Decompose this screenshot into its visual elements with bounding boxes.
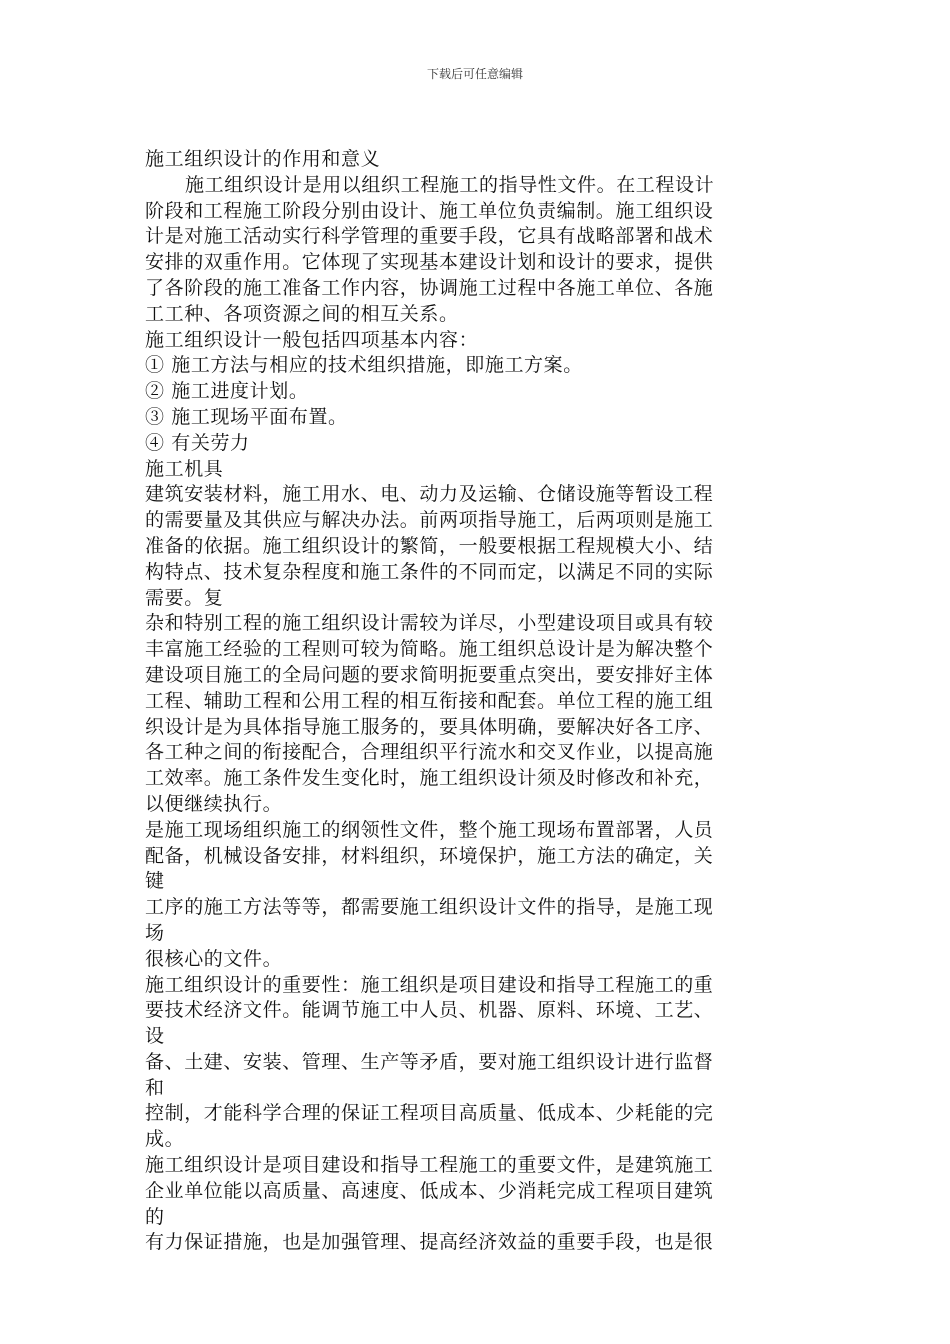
paragraph-line: 丰富施工经验的工程则可较为简略。施工组织总设计是为解决整个	[145, 638, 714, 661]
paragraph-line: 的	[145, 1205, 165, 1228]
document-body	[145, 147, 810, 1256]
paragraph-line: 和	[145, 1076, 165, 1099]
paragraph-line: 构特点、技术复杂程度和施工条件的不同而定，以满足不同的实际	[145, 560, 714, 583]
list-item: ③ 施工现场平面布置。	[145, 405, 348, 428]
paragraph-line: 工程、辅助工程和公用工程的相互衔接和配套。单位工程的施工组	[145, 689, 714, 712]
paragraph-line: 杂和特别工程的施工组织设计需较为详尽，小型建设项目或具有较	[145, 612, 714, 635]
paragraph-line: 是施工现场组织施工的纲领性文件，整个施工现场布置部署，人员	[145, 818, 714, 841]
paragraph-line: 需要。复	[145, 586, 224, 609]
page-header: 下载后可任意编辑	[426, 67, 523, 81]
paragraph-line: 企业单位能以高质量、高速度、低成本、少消耗完成工程项目建筑	[145, 1179, 714, 1202]
paragraph-line: 场	[145, 921, 165, 944]
paragraph-line: 工效率。施工条件发生变化时，施工组织设计须及时修改和补充，	[145, 767, 714, 790]
paragraph-line: 施工组织设计的重要性：施工组织是项目建设和指导工程施工的重	[145, 973, 714, 996]
paragraph-line: 了各阶段的施工准备工作内容，协调施工过程中各施工单位、各施	[145, 276, 714, 299]
paragraph-line: 施工组织设计一般包括四项基本内容：	[145, 328, 479, 351]
paragraph-line: 控制，才能科学合理的保证工程项目高质量、低成本、少耗能的完	[145, 1102, 714, 1125]
paragraph-line: 安排的双重作用。它体现了实现基本建设计划和设计的要求，提供	[145, 251, 714, 274]
list-item: ④ 有关劳力	[145, 431, 250, 454]
paragraph-line: 计是对施工活动实行科学管理的重要手段，它具有战略部署和战术	[145, 225, 714, 248]
list-item: ① 施工方法与相应的技术组织措施，即施工方案。	[145, 354, 583, 377]
paragraph-line: 各工种之间的衔接配合，合理组织平行流水和交叉作业，以提高施	[145, 741, 714, 764]
paragraph-line: 很核心的文件。	[145, 947, 283, 970]
paragraph-line: 工工种、各项资源之间的相互关系。	[145, 302, 459, 325]
paragraph-line: 建设项目施工的全局问题的要求简明扼要重点突出，要安排好主体	[145, 663, 714, 686]
paragraph-line: 织设计是为具体指导施工服务的，要具体明确，要解决好各工序、	[145, 715, 714, 738]
paragraph-line: 阶段和工程施工阶段分别由设计、施工单位负责编制。施工组织设	[145, 199, 714, 222]
paragraph-line: 设	[145, 1025, 165, 1048]
paragraph-line: 施工机具	[145, 457, 224, 480]
paragraph-line: 配备，机械设备安排，材料组织，环境保护，施工方法的确定，关	[145, 844, 714, 867]
paragraph-line: 的需要量及其供应与解决办法。前两项指导施工，后两项则是施工	[145, 509, 714, 532]
paragraph-line: 施工组织设计是用以组织工程施工的指导性文件。在工程设计	[185, 173, 715, 196]
paragraph-line: 键	[145, 870, 165, 893]
paragraph-line: 要技术经济文件。能调节施工中人员、机器、原料、环境、工艺、	[145, 999, 714, 1022]
paragraph-line: 工序的施工方法等等，都需要施工组织设计文件的指导，是施工现	[145, 896, 714, 919]
paragraph-line: 准备的依据。施工组织设计的繁简，一般要根据工程规模大小、结	[145, 534, 714, 557]
paragraph-line: 建筑安装材料，施工用水、电、动力及运输、仓储设施等暂设工程	[145, 483, 714, 506]
paragraph-line: 有力保证措施，也是加强管理、提高经济效益的重要手段，也是很	[145, 1231, 714, 1254]
list-item: ② 施工进度计划。	[145, 380, 309, 403]
paragraph-line: 施工组织设计是项目建设和指导工程施工的重要文件，是建筑施工	[145, 1154, 714, 1177]
paragraph-line: 以便继续执行。	[145, 792, 283, 815]
paragraph-line: 备、土建、安装、管理、生产等矛盾，要对施工组织设计进行监督	[145, 1050, 714, 1073]
document-title: 施工组织设计的作用和意义	[145, 148, 381, 170]
paragraph-line: 成。	[145, 1128, 185, 1151]
